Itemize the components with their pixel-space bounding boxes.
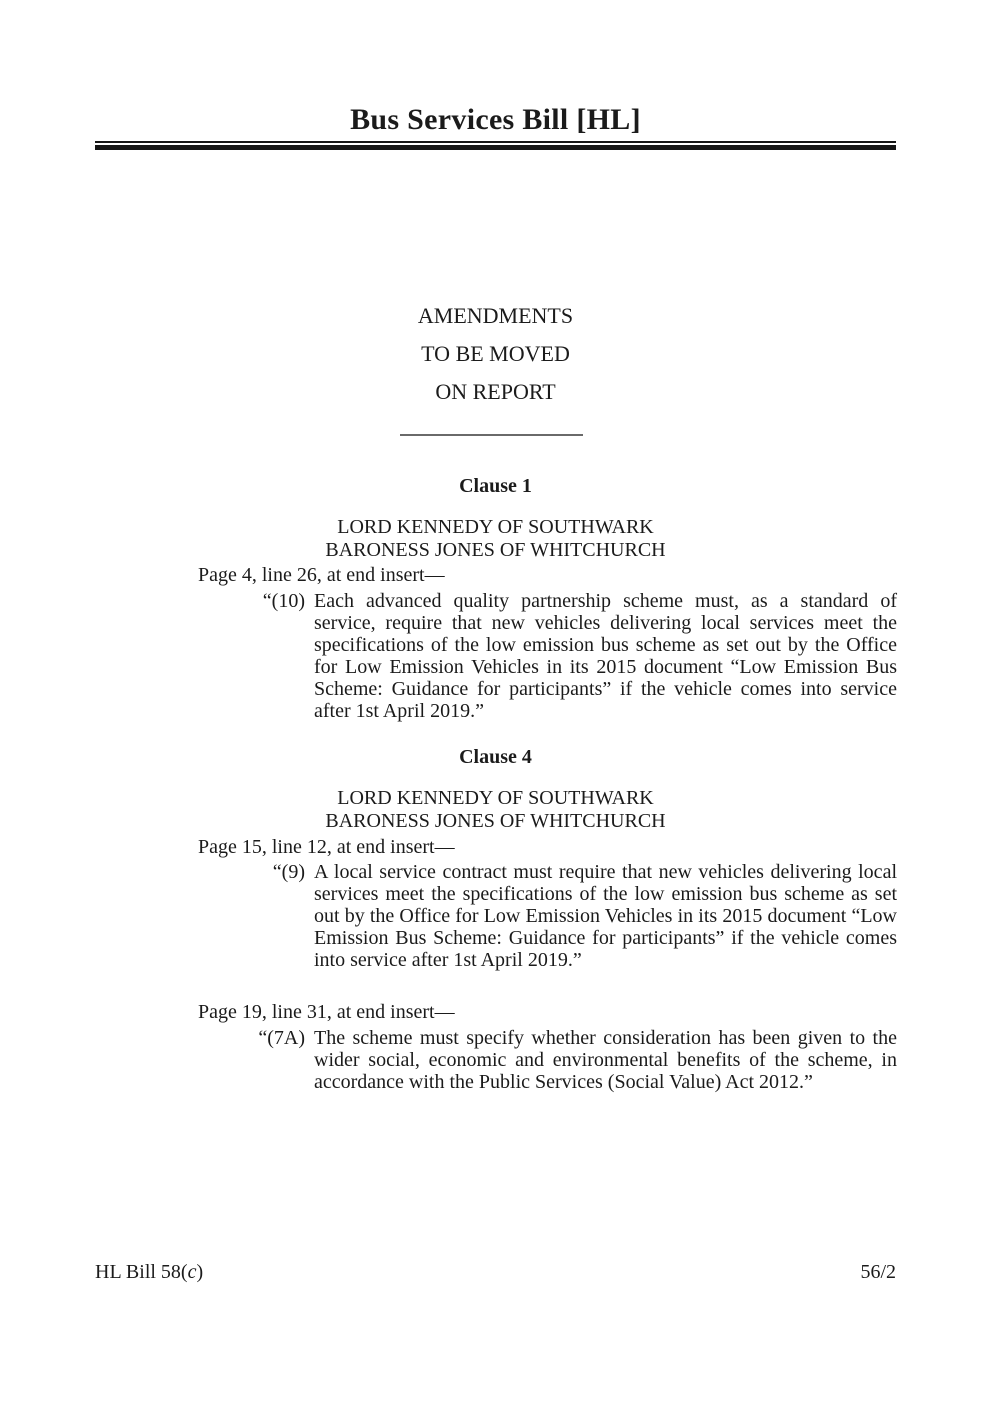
bill-title: Bus Services Bill [HL] bbox=[350, 103, 641, 136]
clause-4-sponsor-2: BARONESS JONES OF WHITCHURCH bbox=[325, 810, 666, 832]
amendment-text-9: A local service contract must require that new vehicles delivering local services meet the specifications of the low emission bus scheme as set out by the Office for Low Emission Vehicles in its 2015 document “Low Emission Bus Scheme: Guidance for participants” if the vehicle comes into service after 1st April 2019.” bbox=[314, 861, 897, 971]
footer-bill-prefix: HL Bill 58( bbox=[95, 1261, 188, 1283]
amendment-marker-9: “(9) bbox=[272, 861, 305, 883]
clause-4-amendment-2-paragraph bbox=[198, 1027, 897, 1093]
clause-4-sponsors bbox=[0, 787, 991, 833]
clause-1-sponsor-2: BARONESS JONES OF WHITCHURCH bbox=[325, 539, 666, 561]
clause-4-heading: Clause 4 bbox=[459, 746, 532, 768]
clause-4-amendment-1-instruction: Page 15, line 12, at end insert— bbox=[198, 836, 455, 858]
amendment-marker-10: “(10) bbox=[262, 590, 305, 612]
clause-4-amendment-2-instruction: Page 19, line 31, at end insert— bbox=[198, 1001, 455, 1023]
clause-1-amendment-paragraph bbox=[198, 590, 897, 722]
amendment-text-10: Each advanced quality partnership scheme must, as a standard of service, require that new vehicles delivering local services meet the specifications of the low emission bus scheme as set out by the Office for Low Emission Vehicles in its 2015 document “Low Emission Bus Scheme: Guidance for participants” if the vehicle comes into service after 1st April 2019.” bbox=[314, 590, 897, 722]
footer-session-number: 56/2 bbox=[860, 1261, 896, 1283]
doc-heading-line-2: TO BE MOVED bbox=[421, 341, 570, 366]
footer-bill-italic-c: c bbox=[187, 1261, 197, 1283]
footer-bill-suffix: ) bbox=[196, 1261, 204, 1283]
clause-1-sponsor-1: LORD KENNEDY OF SOUTHWARK bbox=[337, 516, 654, 538]
amendment-text-7a: The scheme must specify whether consideration has been given to the wider social, economic and environmental benefits of the scheme, in accordance with the Public Services (Social Value) Act 2012.” bbox=[314, 1027, 897, 1093]
clause-4-amendment-1-paragraph bbox=[198, 861, 897, 971]
title-double-rule bbox=[95, 141, 896, 150]
section-divider-rule bbox=[400, 434, 583, 436]
clause-4-sponsor-1: LORD KENNEDY OF SOUTHWARK bbox=[337, 787, 654, 809]
clause-1-heading: Clause 1 bbox=[459, 475, 532, 497]
clause-1-amendment-instruction: Page 4, line 26, at end insert— bbox=[198, 564, 445, 586]
doc-heading-line-3: ON REPORT bbox=[435, 379, 556, 404]
footer-bill-number bbox=[95, 1261, 203, 1284]
doc-heading-line-1: AMENDMENTS bbox=[417, 303, 574, 328]
clause-1-sponsors bbox=[0, 516, 991, 562]
amendment-marker-7a: “(7A) bbox=[258, 1027, 305, 1049]
